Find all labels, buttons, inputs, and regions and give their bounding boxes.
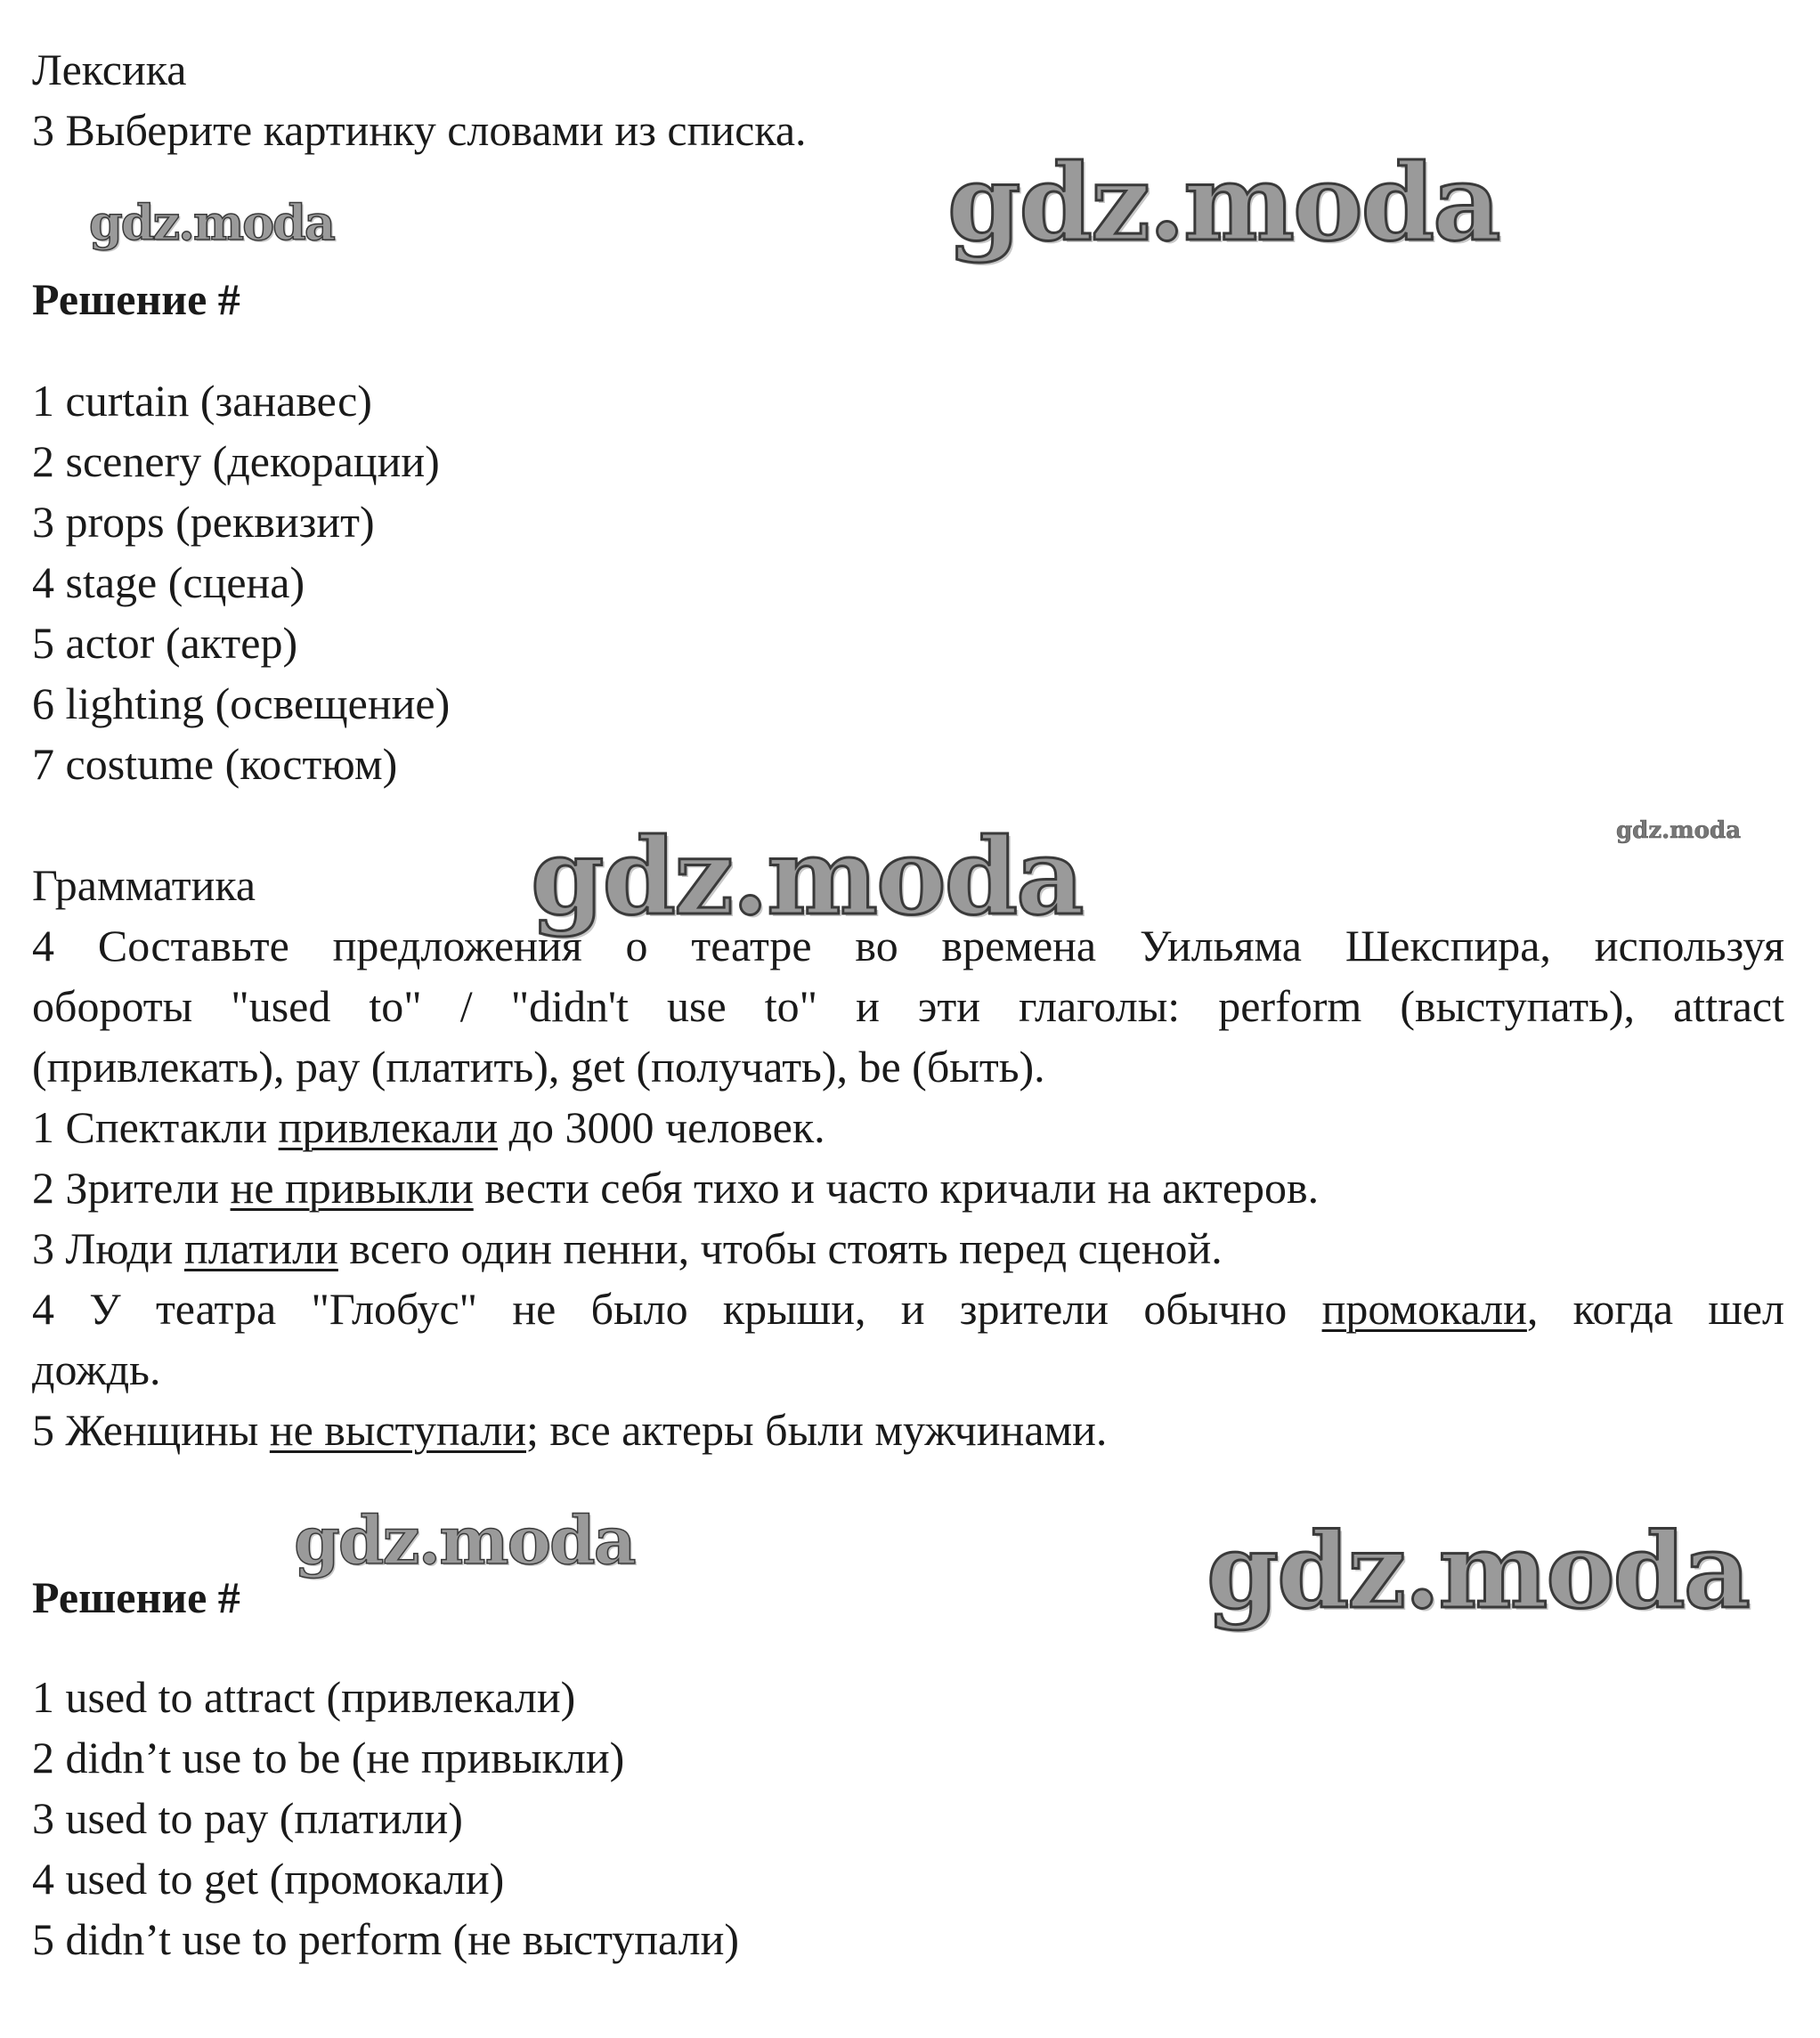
underlined-verb: не привыкли: [230, 1163, 474, 1213]
watermark-logo: gdz.moda: [1616, 817, 1742, 844]
answer-line: 4 stage (сцена): [32, 557, 305, 607]
watermark-logo: gdz.moda: [89, 194, 334, 251]
task-4-line: обороты "used to" / "didn't use to" и эти глаголы: perform (выступать), attract: [32, 981, 1784, 1031]
solution-label: Решение #: [32, 1572, 240, 1622]
sentence-line: [32, 1218, 1223, 1279]
task-4-line: (привлекать), pay (платить), get (получать), be (быть).: [32, 1042, 1045, 1092]
underlined-verb: привлекали: [278, 1102, 499, 1152]
answer-line: 1 used to attract (привлекали): [32, 1672, 576, 1722]
answer-line: 6 lighting (освещение): [32, 678, 451, 728]
sentence-line: [32, 1157, 1319, 1218]
answer-line: 2 didn’t use to be (не привыкли): [32, 1733, 625, 1782]
sentence-text: дождь.: [32, 1344, 161, 1394]
answer-line: 3 used to pay (платили): [32, 1793, 463, 1843]
sentence-line: [32, 1097, 825, 1157]
watermark-logo: gdz.moda: [947, 141, 1499, 264]
sentence-line: [32, 1339, 160, 1400]
section-heading-grammar: Грамматика: [32, 860, 256, 910]
answer-line: 4 used to get (промокали): [32, 1854, 505, 1904]
sentence-text: 2 Зрители: [32, 1163, 231, 1213]
underlined-verb: платили: [183, 1223, 338, 1273]
answer-line: 5 actor (актер): [32, 618, 298, 668]
section-heading-lexis: Лексика: [32, 45, 187, 94]
task-3-text: 3 Выберите картинку словами из списка.: [32, 105, 807, 155]
underlined-verb: промокали: [1321, 1284, 1527, 1334]
answer-line: 1 curtain (занавес): [32, 376, 372, 426]
task-4-line: 4 Составьте предложения о театре во времена Уильяма Шекспира, используя: [32, 921, 1784, 970]
sentence-text: 1 Спектакли: [32, 1102, 279, 1152]
sentence-text: 3 Люди: [32, 1223, 184, 1273]
answer-line: 5 didn’t use to perform (не выступали): [32, 1914, 740, 1964]
watermark-logo: gdz.moda: [294, 1503, 635, 1579]
sentence-text: , когда шел: [1526, 1284, 1784, 1334]
underlined-verb: не выступали: [269, 1405, 526, 1455]
solution-label: Решение #: [32, 274, 240, 324]
sentence-text: ; все актеры были мужчинами.: [525, 1405, 1108, 1455]
sentence-line: [32, 1279, 1784, 1339]
sentence-line: [32, 1400, 1107, 1460]
sentence-text: до 3000 человек.: [498, 1102, 825, 1152]
sentence-text: вести себя тихо и часто кричали на актеров.: [473, 1163, 1320, 1213]
sentence-text: 5 Женщины: [32, 1405, 270, 1455]
answer-line: 7 costume (костюм): [32, 739, 398, 789]
watermark-logo: gdz.moda: [531, 815, 1083, 938]
answer-line: 3 props (реквизит): [32, 497, 375, 547]
answer-line: 2 scenery (декорации): [32, 436, 440, 486]
sentence-text: 4 У театра "Глобус" не было крыши, и зрители обычно: [32, 1284, 1322, 1334]
sentence-text: всего один пенни, чтобы стоять перед сценой.: [337, 1223, 1223, 1273]
watermark-logo: gdz.moda: [1207, 1511, 1749, 1632]
